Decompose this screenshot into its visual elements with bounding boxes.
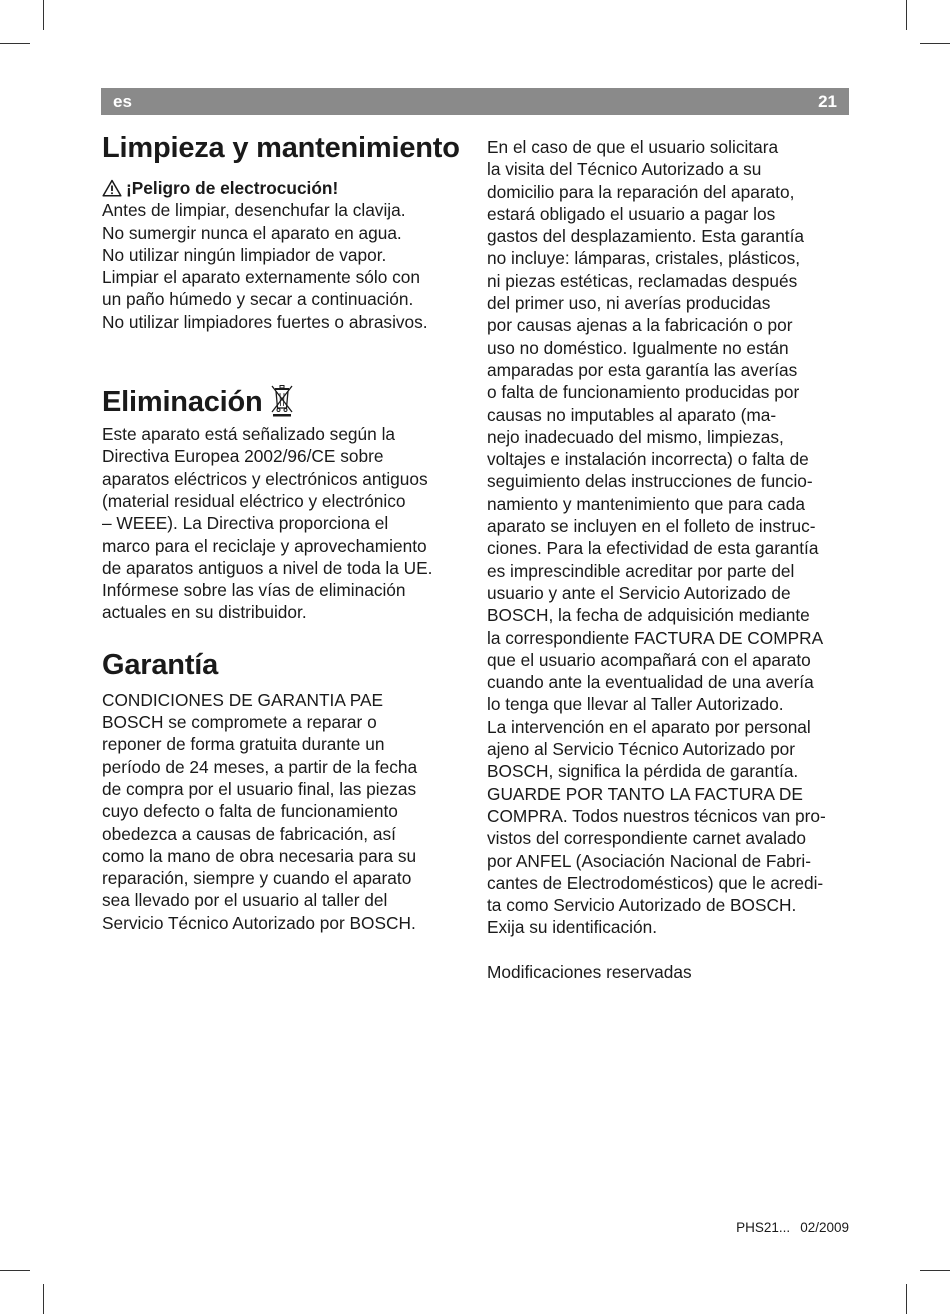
body-line: Servicio Técnico Autorizado por BOSCH.	[102, 912, 416, 933]
crop-mark	[906, 0, 907, 30]
cleaning-body	[102, 199, 467, 333]
body-line: amparadas por esta garantía las averías	[487, 359, 798, 380]
body-line: Este aparato está señalizado según la	[102, 424, 396, 445]
body-line: ajeno al Servicio Técnico Autorizado por	[487, 739, 796, 760]
warranty-body	[102, 689, 467, 934]
body-line: Infórmese sobre las vías de eliminación	[102, 580, 406, 601]
body-line: de compra por el usuario final, las piezas	[102, 778, 417, 799]
body-line: Antes de limpiar, desenchufar la clavija.	[102, 200, 406, 221]
warranty-continued-body	[487, 136, 849, 939]
body-line: lo tenga que llevar al Taller Autorizado.	[487, 694, 784, 715]
body-line: sea llevado por el usuario al taller del	[102, 890, 388, 911]
body-line: obedezca a causas de fabricación, así	[102, 823, 396, 844]
body-line: de aparatos antiguos a nivel de toda la UE.	[102, 557, 433, 578]
disposal-title-text: Eliminación	[102, 386, 263, 419]
page-number: 21	[818, 92, 837, 111]
body-line: namiento y mantenimiento que para cada	[487, 493, 805, 514]
body-line: ta como Servicio Autorizado de BOSCH.	[487, 895, 797, 916]
body-line: No sumergir nunca el aparato en agua.	[102, 222, 402, 243]
crop-mark	[43, 0, 44, 30]
disposal-body	[102, 423, 467, 624]
body-line: ni piezas estéticas, reclamadas después	[487, 270, 798, 291]
model-code: PHS21...	[736, 1220, 791, 1235]
body-line: voltajes e instalación incorrecta) o falta de	[487, 449, 809, 470]
right-column	[487, 136, 849, 983]
body-line: domicilio para la reparación del aparato,	[487, 181, 795, 202]
body-line: BOSCH, la fecha de adquisición mediante	[487, 605, 810, 626]
body-line: BOSCH se compromete a reparar o	[102, 712, 377, 733]
body-line: ciones. Para la efectividad de esta garantía	[487, 538, 819, 559]
edition-date: 02/2009	[800, 1220, 849, 1235]
page-footer	[736, 1220, 849, 1235]
body-line: Limpiar el aparato externamente sólo con	[102, 267, 420, 288]
body-line: Exija su identificación.	[487, 917, 658, 938]
crop-mark	[906, 1284, 907, 1314]
body-line: vistos del correspondiente carnet avalado	[487, 828, 806, 849]
body-line: No utilizar ningún limpiador de vapor.	[102, 244, 387, 265]
warning-text: ¡Peligro de electrocución!	[126, 178, 339, 198]
body-line: GUARDE POR TANTO LA FACTURA DE	[487, 783, 803, 804]
crop-mark	[920, 1270, 950, 1271]
body-line: estará obligado el usuario a pagar los	[487, 203, 776, 224]
body-line: cuyo defecto o falta de funcionamiento	[102, 801, 398, 822]
crop-mark	[0, 1270, 30, 1271]
body-line: cantes de Electrodomésticos) que le acredi-	[487, 872, 824, 893]
body-line: Directiva Europea 2002/96/CE sobre	[102, 446, 384, 467]
crop-mark	[920, 43, 950, 44]
body-line: o falta de funcionamiento producidas por	[487, 382, 800, 403]
body-line: del primer uso, ni averías producidas	[487, 293, 771, 314]
left-column	[102, 130, 467, 934]
body-line: la visita del Técnico Autorizado a su	[487, 159, 762, 180]
body-line: CONDICIONES DE GARANTIA PAE	[102, 689, 384, 710]
body-line: La intervención en el aparato por personal	[487, 716, 811, 737]
electrocution-warning	[102, 177, 467, 199]
cleaning-title: Limpieza y mantenimiento	[102, 132, 460, 164]
body-line: – WEEE). La Directiva proporciona el	[102, 513, 389, 534]
body-line: marco para el reciclaje y aprovechamiento	[102, 535, 427, 556]
body-line: por causas ajenas a la fabricación o por	[487, 315, 793, 336]
body-line: cuando ante la eventualidad de una avería	[487, 672, 814, 693]
body-line: actuales en su distribuidor.	[102, 602, 307, 623]
page-header-bar	[101, 88, 849, 115]
body-line: gastos del desplazamiento. Esta garantía	[487, 226, 805, 247]
body-line: período de 24 meses, a partir de la fecha	[102, 756, 418, 777]
body-line: como la mano de obra necesaria para su	[102, 845, 417, 866]
body-line: uso no doméstico. Igualmente no están	[487, 337, 789, 358]
body-line: reparación, siempre y cuando el aparato	[102, 868, 412, 889]
body-line: usuario y ante el Servicio Autorizado de	[487, 582, 791, 603]
body-line: En el caso de que el usuario solicitara	[487, 137, 779, 157]
language-code: es	[113, 92, 132, 111]
body-line: No utilizar limpiadores fuertes o abrasivos.	[102, 311, 428, 332]
body-line: seguimiento delas instrucciones de funcio-	[487, 471, 813, 492]
crop-mark	[43, 1284, 44, 1314]
disposal-title	[102, 383, 467, 420]
body-line: por ANFEL (Asociación Nacional de Fabri-	[487, 850, 812, 871]
crop-mark	[0, 43, 30, 44]
body-line: un paño húmedo y secar a continuación.	[102, 289, 414, 310]
body-line: que el usuario acompañará con el aparato	[487, 649, 811, 670]
body-line: (material residual eléctrico y electrónico	[102, 490, 406, 511]
body-line: aparatos eléctricos y electrónicos antiguos	[102, 468, 428, 489]
body-line: BOSCH, significa la pérdida de garantía.	[487, 761, 799, 782]
body-line: COMPRA. Todos nuestros técnicos van pro-	[487, 805, 826, 826]
body-line: es imprescindible acreditar por parte del	[487, 560, 795, 581]
body-line: no incluye: lámparas, cristales, plásticos,	[487, 248, 801, 269]
crossed-bin-icon	[269, 383, 295, 417]
body-line: la correspondiente FACTURA DE COMPRA	[487, 627, 824, 648]
modifications-note: Modificaciones reservadas	[487, 961, 692, 982]
body-line: reponer de forma gratuita durante un	[102, 734, 385, 755]
body-line: causas no imputables al aparato (ma-	[487, 404, 777, 425]
warranty-title: Garantía	[102, 648, 219, 681]
body-line: nejo inadecuado del mismo, limpiezas,	[487, 426, 784, 447]
body-line: aparato se incluyen en el folleto de instruc-	[487, 516, 816, 537]
warning-triangle-icon	[102, 179, 122, 197]
